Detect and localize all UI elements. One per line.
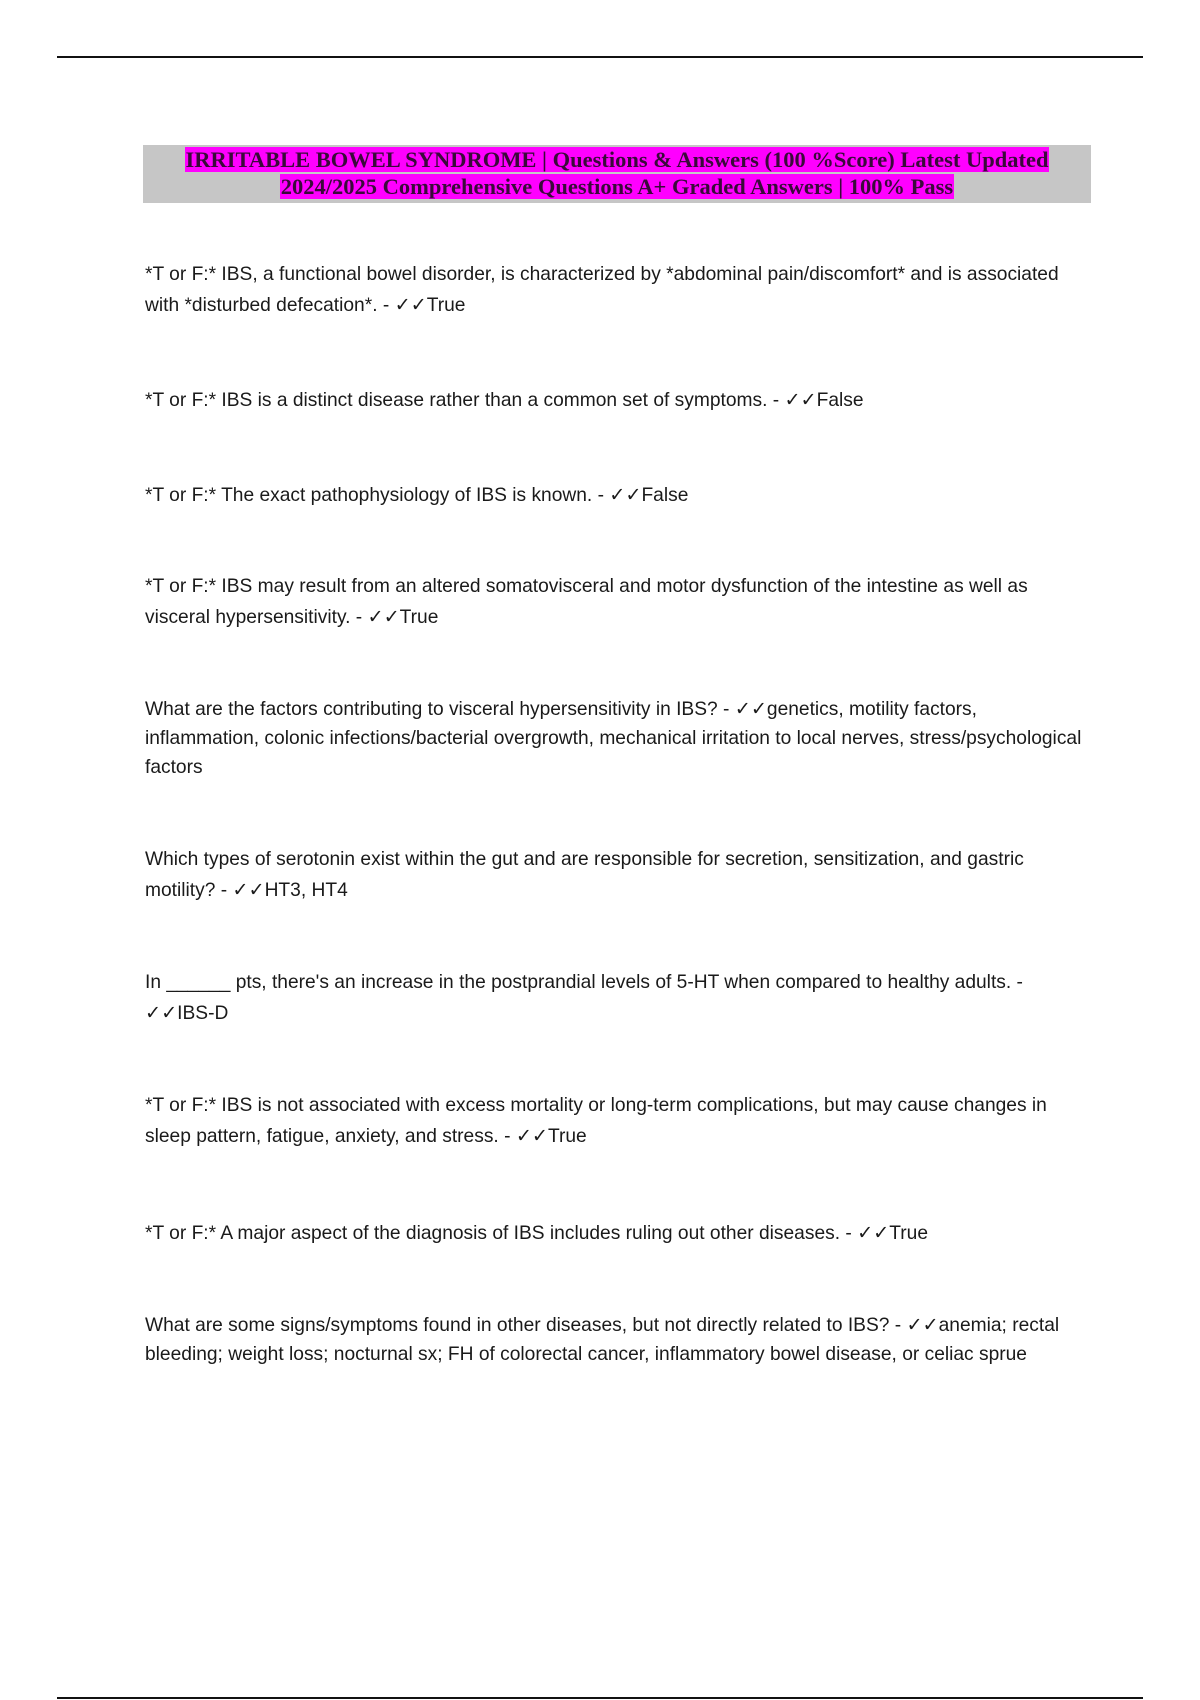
top-rule xyxy=(57,56,1143,58)
bottom-rule xyxy=(57,1697,1143,1699)
question-text: *T or F:* IBS may result from an altered somatovisceral and motor dysfunction of the intestine as well as visceral hypersensitivity. - xyxy=(145,576,1028,628)
qa-item xyxy=(145,1311,1095,1369)
answer-text: ✓✓True xyxy=(394,295,466,316)
answer-text: ✓✓anemia; rectal bleeding; weight loss; nocturnal sx; FH of colorectal cancer, inflammatory bowel disease, or celiac sprue xyxy=(145,1315,1060,1365)
qa-item xyxy=(145,571,1095,633)
qa-item xyxy=(145,1090,1095,1152)
question-text: Which types of serotonin exist within the gut and are responsible for secretion, sensitization, and gastric motility? - xyxy=(145,849,1024,901)
question-text: *T or F:* A major aspect of the diagnosis of IBS includes ruling out other diseases. - xyxy=(145,1223,858,1244)
qa-item xyxy=(145,480,1095,511)
qa-item xyxy=(145,1218,1095,1249)
answer-text: ✓✓True xyxy=(367,607,439,628)
question-text: *T or F:* IBS is not associated with excess mortality or long-term complications, but may cause changes in sleep pattern, fatigue, anxiety, and stress. - xyxy=(145,1095,1047,1147)
document-title xyxy=(143,145,1091,203)
title-line-2: 2024/2025 Comprehensive Questions A+ Graded Answers | 100% Pass xyxy=(280,174,954,199)
answer-text: ✓✓genetics, motility factors, inflammation, colonic infections/bacterial overgrowth, mechanical irritation to local nerves, stress/psychological factors xyxy=(145,699,1082,778)
qa-item xyxy=(145,259,1095,321)
answer-text: ✓✓IBS-D xyxy=(145,1003,229,1024)
answer-text: ✓✓False xyxy=(784,390,864,411)
question-text: What are some signs/symptoms found in other diseases, but not directly related to IBS? - xyxy=(145,1315,907,1336)
question-text: *T or F:* The exact pathophysiology of IBS is known. - xyxy=(145,485,610,506)
answer-text: ✓✓False xyxy=(609,485,689,506)
answer-text: ✓✓HT3, HT4 xyxy=(232,880,348,901)
qa-item xyxy=(145,385,1095,416)
qa-item xyxy=(145,967,1095,1029)
question-text: *T or F:* IBS, a functional bowel disorder, is characterized by *abdominal pain/discomfort* and is associated with *disturbed defecation*. - xyxy=(145,264,1059,316)
question-text: *T or F:* IBS is a distinct disease rather than a common set of symptoms. - xyxy=(145,390,785,411)
answer-text: ✓✓True xyxy=(857,1223,928,1244)
question-text: In ______ pts, there's an increase in the postprandial levels of 5-HT when compared to healthy adults. - xyxy=(145,972,1023,993)
qa-item xyxy=(145,695,1095,782)
title-line-1: IRRITABLE BOWEL SYNDROME | Questions & Answers (100 %Score) Latest Updated xyxy=(185,147,1049,172)
question-text: What are the factors contributing to visceral hypersensitivity in IBS? - xyxy=(145,699,735,720)
answer-text: ✓✓True xyxy=(515,1126,587,1147)
qa-item xyxy=(145,844,1095,906)
